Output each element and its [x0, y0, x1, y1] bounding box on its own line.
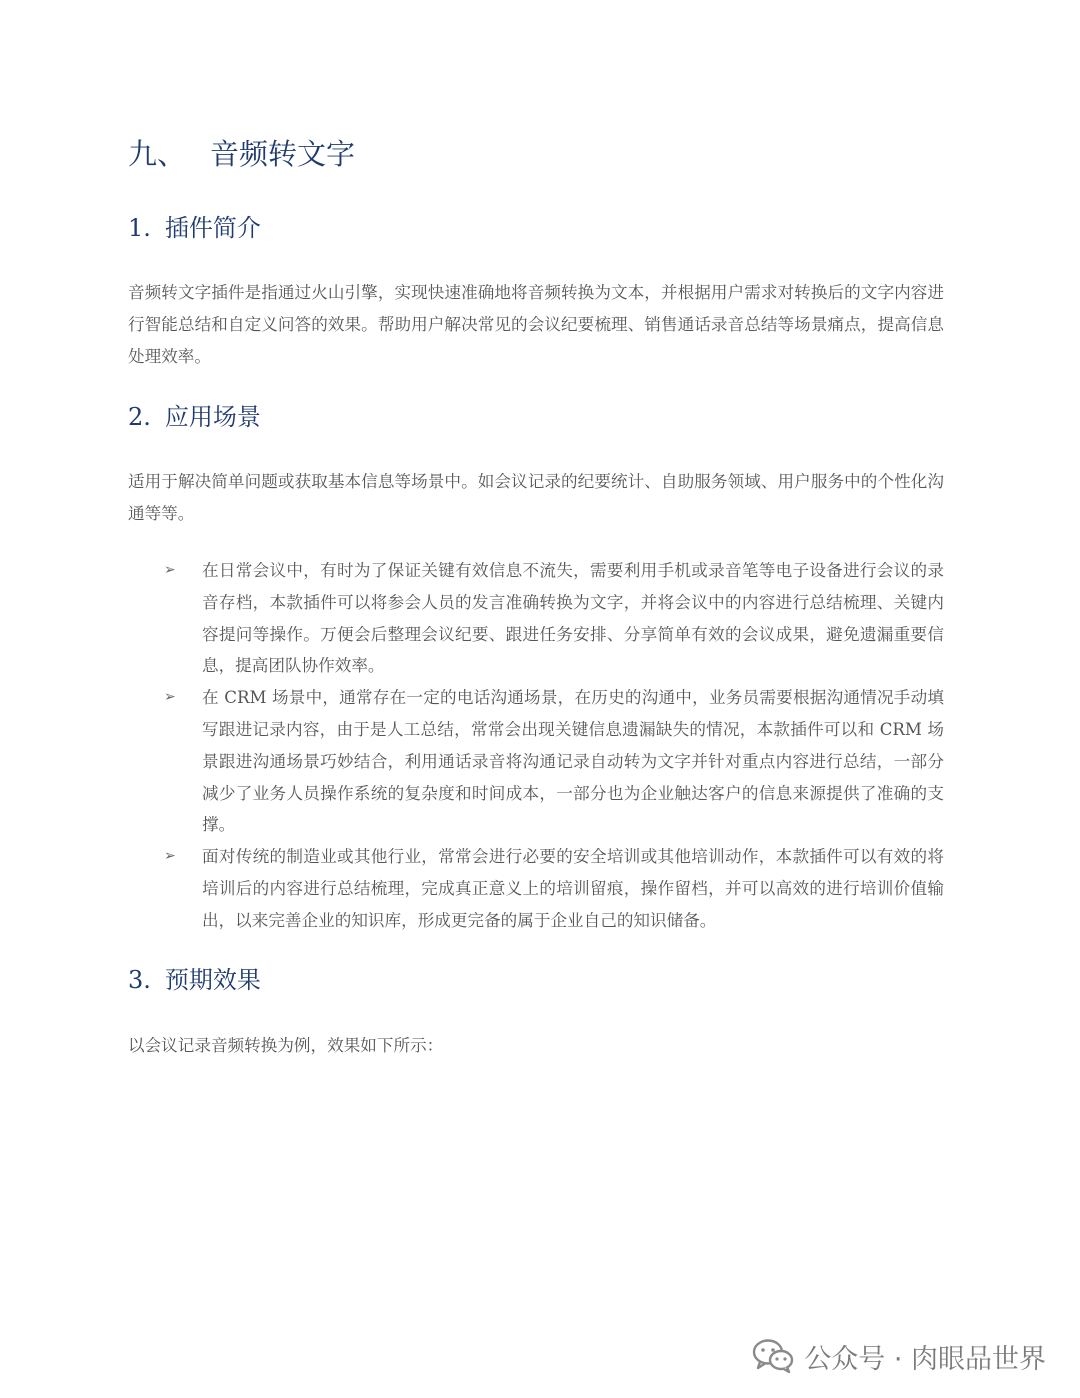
- section-number: 1.: [128, 214, 151, 242]
- effect-paragraph: 以会议记录音频转换为例，效果如下所示：: [128, 1036, 444, 1055]
- scenario-paragraph: 适用于解决简单问题或获取基本信息等场景中。如会议记录的纪要统计、自助服务领域、用户服务中的个性化沟通等等。: [128, 472, 944, 523]
- section-title-intro: [128, 210, 261, 246]
- watermark-text: 公众号 · 肉眼品世界: [804, 1343, 1046, 1375]
- watermark: [752, 1334, 1046, 1378]
- section-title-effect: [128, 962, 261, 998]
- intro-paragraph: 音频转文字插件是指通过火山引擎，实现快速准确地将音频转换为文本，并根据用户需求对转换后的文字内容进行智能总结和自定义问答的效果。帮助用户解决常见的会议纪要梳理、销售通话录音总结等场景痛点，提高信息处理效率。: [128, 283, 944, 366]
- section-title-text: 预期效果: [164, 966, 261, 994]
- bullet-text: 面对传统的制造业或其他行业，常常会进行必要的安全培训或其他培训动作，本款插件可以有效的将培训后的内容进行总结梳理，完成真正意义上的培训留痕，操作留档，并可以高效的进行培训价值输出，以来完善企业的知识库，形成更完备的属于企业自己的知识储备。: [202, 847, 944, 930]
- arrow-bullet-icon: ➢: [164, 689, 176, 706]
- section-title-scenario: [128, 399, 261, 435]
- bullet-item-crm: [160, 682, 944, 841]
- arrow-bullet-icon: ➢: [164, 848, 176, 865]
- bullet-text: 在 CRM 场景中，通常存在一定的电话沟通场景，在历史的沟通中，业务员需要根据沟通情况手动填写跟进记录内容，由于是人工总结，常常会出现关键信息遗漏缺失的情况，本款插件可以和 CRM 场景跟进沟通场景巧妙结合，利用通话录音将沟通记录自动转为文字并针对重点内容进行总结，一部分减少了业务人员操作系统的复杂度和时间成本，一部分也为企业触达客户的信息来源提供了准确的支撑。: [202, 688, 944, 835]
- chapter-number: 九、: [128, 137, 187, 171]
- section-number: 3.: [128, 966, 151, 994]
- section-title-text: 插件简介: [164, 214, 261, 242]
- section-title-text: 应用场景: [164, 403, 261, 431]
- scenario-bullet-list: [160, 555, 944, 937]
- arrow-bullet-icon: ➢: [164, 562, 176, 578]
- bullet-text: 在日常会议中，有时为了保证关键有效信息不流失，需要利用手机或录音笔等电子设备进行会议的录音存档，本款插件可以将参会人员的发言准确转换为文字，并将会议中的内容进行总结梳理、关键内容提问等操作。万便会后整理会议纪要、跟进任务安排、分享简单有效的会议成果，避免遗漏重要信息，提高团队协作效率。: [202, 561, 944, 676]
- wechat-icon: [752, 1338, 794, 1374]
- chapter-title-text: 音频转文字: [210, 137, 356, 171]
- chapter-title: [128, 132, 355, 176]
- bullet-item-training: [160, 841, 944, 936]
- bullet-item-meeting: [160, 555, 944, 682]
- section-number: 2.: [128, 403, 151, 431]
